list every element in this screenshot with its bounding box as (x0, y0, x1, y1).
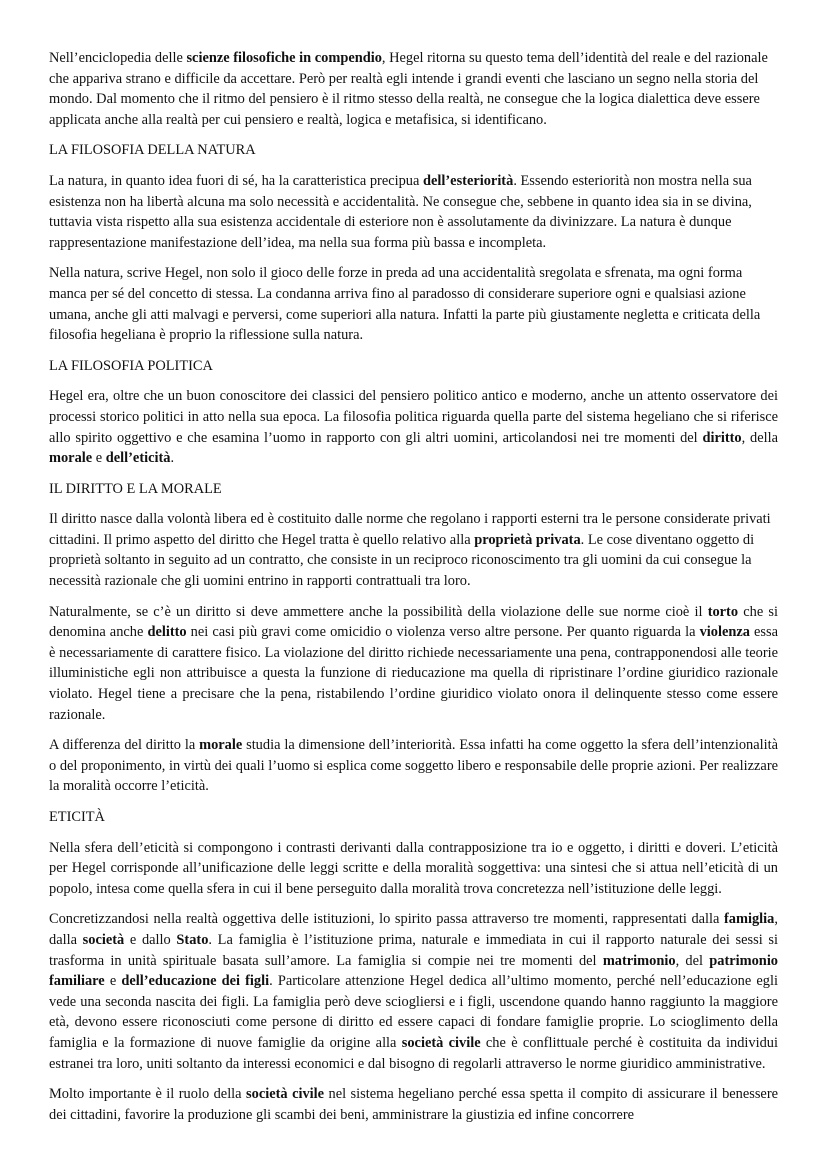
bold-term: violenza (699, 624, 750, 641)
bold-term: scienze filosofiche in compendio (186, 50, 382, 66)
paragraph (49, 838, 778, 900)
text-run: , dalla (49, 911, 778, 948)
text-run: , Hegel ritorna su questo tema dell’identità del reale e del razionale che appariva strano e difficile da accettare. Però per realtà egli intende i grandi eventi che lasciano un segno nella storia del mondo. Dal momento che il ritmo del pensiero è il ritmo stesso della realtà, ne consegue che la logica dialettica deve essere applicata anche alla realtà per cui pensiero e realtà, logica e metafisica, si identificano. (49, 50, 768, 128)
paragraph (49, 602, 778, 726)
bold-term: dell’educazione dei figli (121, 973, 270, 990)
text-run: , della (741, 429, 778, 446)
paragraph (49, 386, 778, 468)
bold-term: morale (199, 737, 243, 754)
section-heading: LA FILOSOFIA POLITICA (49, 357, 213, 374)
text-run: Il diritto nasce dalla volontà libera ed è costituito dalle norme che regolano i rapporti esterni tra le persone considerate privati cittadini. Il primo aspetto del diritto che Hegel tratta è quello relativo alla (49, 511, 771, 548)
text-run: che si denomina anche (49, 603, 778, 641)
text-run: Nell’enciclopedia delle (49, 50, 187, 66)
bold-term: diritto (702, 429, 742, 446)
text-run: . Le cose diventano oggetto di proprietà soltanto in seguito ad un contratto, che consiste in un reciproco riconoscimento tra gli uomini da cui consegue la necessità razionale che gli uomini entrino in rapporti contrattuali tra loro. (49, 531, 755, 590)
bold-term: matrimonio (602, 952, 676, 969)
text-run: La natura, in quanto idea fuori di sé, ha la caratteristica precipua (49, 172, 423, 189)
text-run: A differenza del diritto la (49, 737, 200, 754)
text-run: . (170, 450, 175, 467)
text-run: . Essendo esteriorità non mostra nella sua esistenza non ha libertà alcuna ma solo necessità e accidentalità. Ne consegue che, sebbene in quanto idea sia in se divina, tuttavia vista rispetto alla sua esistenza accidentale di esteriore non è assolutamente da divinizzare. La natura è dunque rappresentazione manifestazione dell’idea, ma nella sua forma più bassa e incompleta. (49, 172, 752, 251)
bold-term: società civile (246, 1086, 325, 1103)
bold-term: proprietà privata (474, 531, 581, 548)
bold-term: dell’esteriorità (423, 172, 514, 189)
text-run: Nella natura, scrive Hegel, non solo il gioco delle forze in preda ad una accidentalità sregolata e sfrenata, ma ogni forma manca per sé del concetto di stessa. La condanna arriva fino al paradosso di considerare superiore ogni e qualsiasi azione umana, anche gli atti malvagi e perversi, come superiori alla natura. Infatti la parte più giustamente negletta e criticata della filosofia hegeliana è proprio la riflessione sulla natura. (49, 265, 761, 344)
paragraph (49, 735, 778, 797)
text-run: e (92, 450, 106, 467)
text-run: Concretizzandosi nella realtà oggettiva delle istituzioni, lo spirito passa attraverso tre momenti, rappresentati dalla (49, 911, 725, 928)
paragraph (49, 48, 778, 130)
text-run: . La famiglia è l’istituzione prima, naturale e immediata in cui il rapporto naturale dei sessi si trasforma in unità spirituale basata sull’amore. La famiglia si compie nei tre momenti del (49, 931, 778, 969)
paragraph (49, 909, 778, 1074)
paragraph (49, 1084, 778, 1125)
text-run: . Particolare attenzione Hegel dedica all’ultimo momento, perché nell’educazione egli vede una seconda nascita dei figli. La famiglia però deve sciogliersi e i figli, uscendone quando hanno raggiunto la maggiore età, devono essere riconosciuti come persone di diritto ed essere capaci di fondare famiglie proprie. Lo scioglimento della famiglia e la formazione di nuove famiglie da origine alla (49, 973, 778, 1051)
paragraph (49, 171, 778, 253)
bold-term: Stato (176, 931, 209, 948)
bold-term: torto (707, 603, 739, 620)
section-heading: IL DIRITTO E LA MORALE (49, 480, 222, 497)
text-run: studia la dimensione dell’interiorità. Essa infatti ha come oggetto la sfera dell’intenzionalità o del proponimento, in virtù dei quali l’uomo si esplica come soggetto libero e responsabile delle proprie azioni. Per realizzare la moralità occorre l’eticità. (49, 737, 778, 795)
text-run: Naturalmente, se c’è un diritto si deve ammettere anche la possibilità della violazione delle sue norme cioè il (49, 603, 708, 620)
bold-term: delitto (147, 624, 187, 641)
bold-term: società (82, 931, 125, 948)
text-run: , del (675, 952, 710, 969)
bold-term: morale (49, 450, 93, 467)
section-heading: ETICITÀ (49, 809, 105, 825)
paragraph (49, 263, 778, 345)
text-run: Molto importante è il ruolo della (49, 1086, 247, 1103)
bold-term: famiglia (724, 911, 775, 928)
bold-term: società civile (401, 1034, 481, 1051)
text-run: e (104, 973, 122, 990)
text-run: nei casi più gravi come omicidio o violenza verso altre persone. Per quanto riguarda la (186, 624, 700, 641)
text-run: Nella sfera dell’eticità si compongono i contrasti derivanti dalla contrapposizione tra io e oggetto, i diritti e doveri. L’eticità per Hegel corrisponde all’unificazione delle leggi scritte e della moralità soggettiva: una sintesi che si attua nell’eticità di un popolo, intesa come quella sfera in cui il bene perseguito dalla moralità trova concretezza nell’istituzione delle leggi. (49, 839, 778, 897)
text-run: che è conflittuale perché è costituita da individui estranei tra loro, uniti soltanto da interessi economici e dal bisogno di regolarli attraverso le norme giuridico amministrative. (49, 1034, 779, 1072)
bold-term: patrimonio familiare (49, 952, 779, 990)
section-heading: LA FILOSOFIA DELLA NATURA (49, 142, 256, 159)
text-run: nel sistema hegeliano perché essa spetta il compito di assicurare il benessere dei cittadini, favorire la produzione gli scambi dei beni, amministrare la giustizia ed infine concorrere (49, 1086, 779, 1123)
paragraph (49, 509, 778, 591)
text-run: Hegel era, oltre che un buon conoscitore dei classici del pensiero politico antico e moderno, anche un attento osservatore dei processi storico politici in atto nella sua epoca. La filosofia politica riguarda quella parte del sistema hegeliano che si riferisce allo spirito oggettivo e che esamina l’uomo in rapporto con gli altri uomini, articolandosi nei tre momenti del (49, 388, 778, 446)
text-run: e dallo (124, 931, 177, 948)
text-run: essa è necessariamente di carattere fisico. La violazione del diritto richiede necessariamente una pena, contrapponendosi alle teorie illuministiche egli non attribuisce a questa la funzione di rieducazione ma quella di ripristinare l’ordine giuridico razionale violato. Hegel tiene a precisare che la pena, ristabilendo l’ordine giuridico violato onora il delinquente stesso come essere razionale. (49, 624, 779, 723)
bold-term: dell’eticità (105, 450, 171, 467)
